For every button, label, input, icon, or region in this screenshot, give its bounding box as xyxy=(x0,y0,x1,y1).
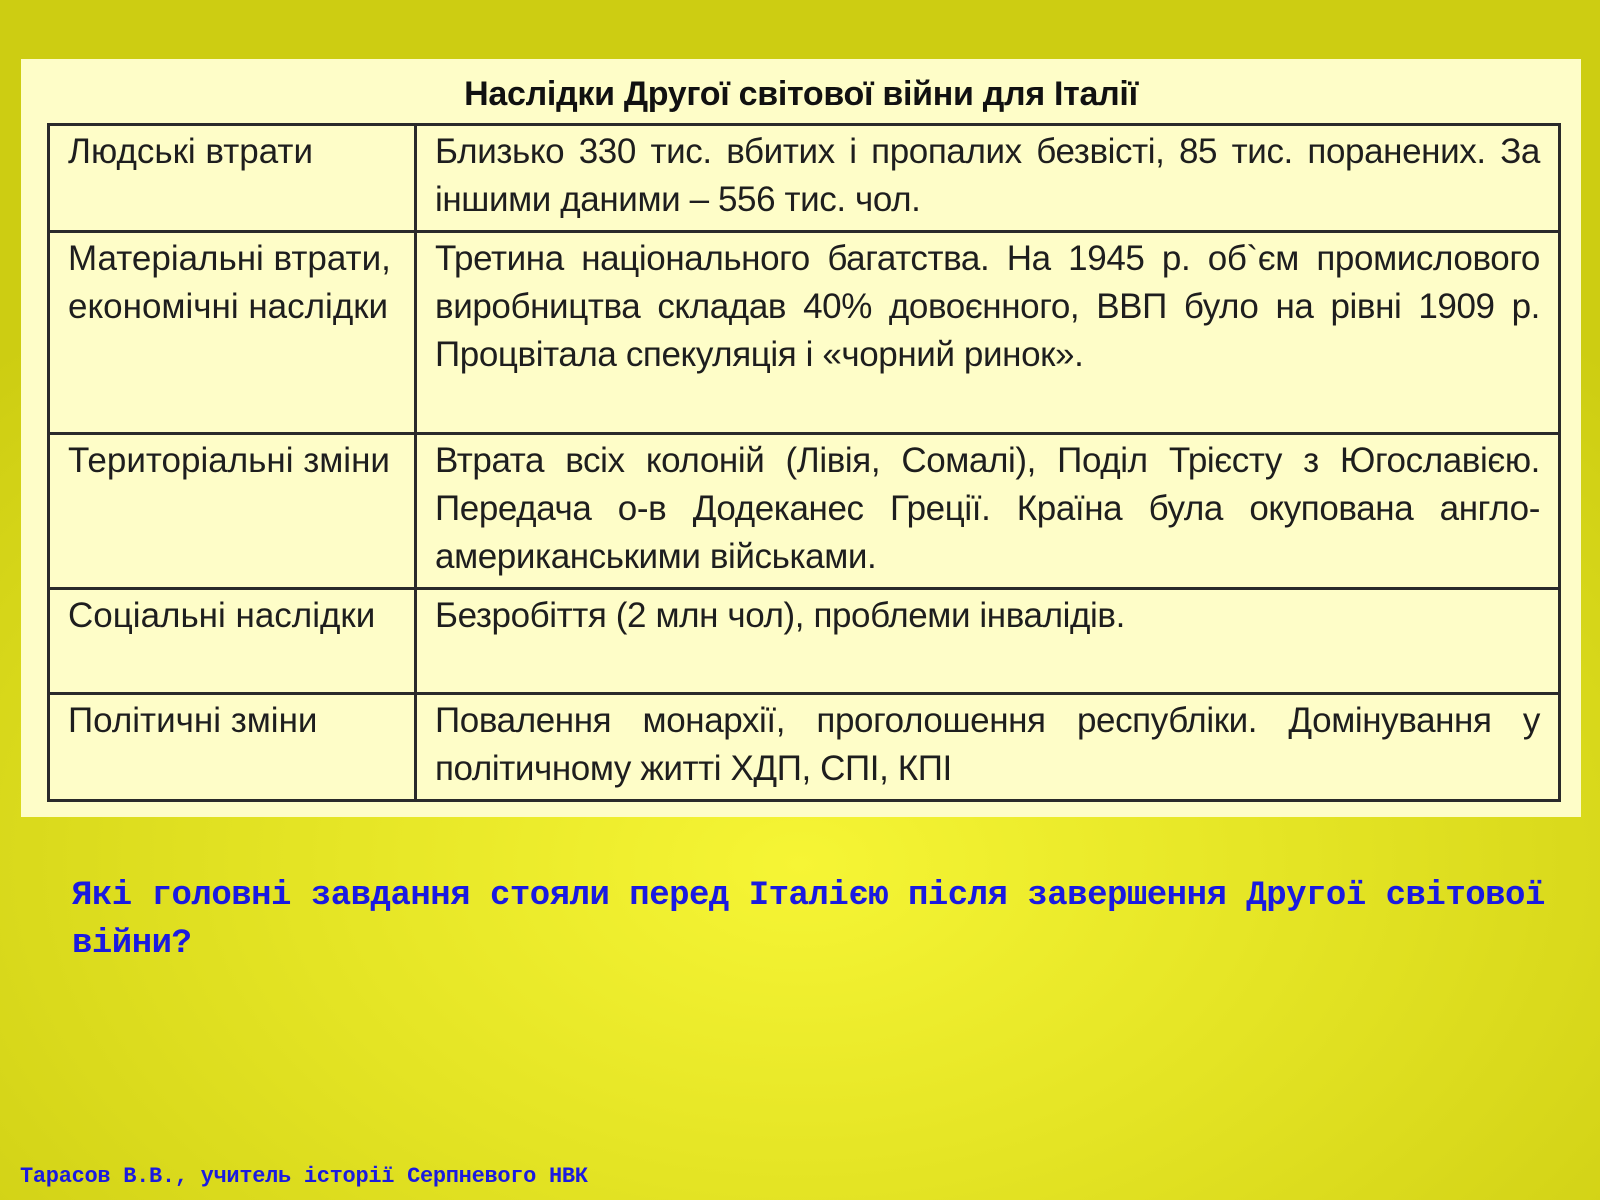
row-category: Територіальні зміни xyxy=(49,434,416,589)
row-description: Безробіття (2 млн чол), проблеми інвалідів. xyxy=(416,589,1560,694)
row-category: Людські втрати xyxy=(49,125,416,232)
row-description: Повалення монархії, проголошення республіки. Домінування у політичному житті ХДП, СПІ, КПІ xyxy=(416,694,1560,801)
table-row xyxy=(49,232,1560,434)
table-row xyxy=(49,125,1560,232)
row-category: Матеріальні втрати, економічні наслідки xyxy=(49,232,416,434)
question-text: Які головні завдання стояли перед Італією після завершення Другої світової війни? xyxy=(72,877,1545,963)
row-category: Соціальні наслідки xyxy=(49,589,416,694)
table-row xyxy=(49,434,1560,589)
table-row xyxy=(49,694,1560,801)
row-description: Втрата всіх колоній (Лівія, Сомалі), Поділ Трієсту з Югославією. Передача о-в Додеканес Греції. Країна була окупована англо-американськими військами. xyxy=(416,434,1560,589)
consequences-table xyxy=(47,123,1561,802)
row-description: Близько 330 тис. вбитих і пропалих безвісті, 85 тис. поранених. За іншими даними – 556 тис. чол. xyxy=(416,125,1560,232)
table-title: Наслідки Другої світової війни для Італії xyxy=(464,75,1138,113)
row-category: Політичні зміни xyxy=(49,694,416,801)
row-description: Третина національного багатства. На 1945 р. об`єм промислового виробництва складав 40% довоєнного, ВВП було на рівні 1909 р. Процвітала спекуляція і «чорний ринок». xyxy=(416,232,1560,434)
author-credit: Тарасов В.В., учитель історії Серпневого НВК xyxy=(20,1164,588,1189)
table-row xyxy=(49,589,1560,694)
table-panel xyxy=(21,59,1581,817)
